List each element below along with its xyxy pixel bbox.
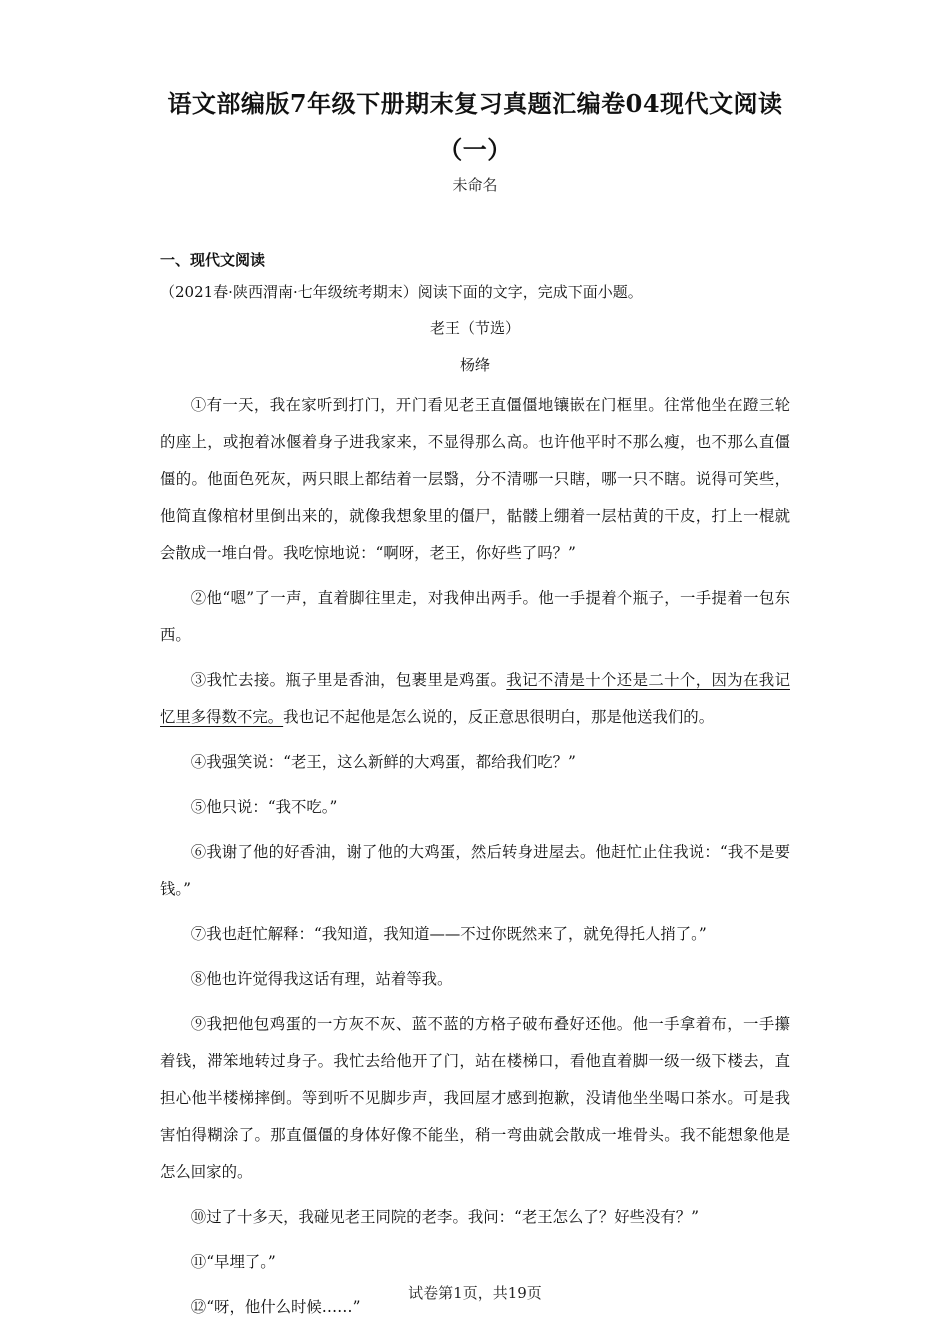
document-title-line2: （一） <box>438 135 512 164</box>
paragraph-9: ⑨我把他包鸡蛋的一方灰不灰、蓝不蓝的方格子破布叠好还他。他一手拿着布，一手攥着钱，滞笨地转过身子。我忙去给他开了门，站在楼梯口，看他直着脚一级一级下楼去，直担心他半楼梯摔倒。等到听不见脚步声，我回屋才感到抱歉，没请他坐坐喝口茶水。可是我害怕得糊涂了。那直僵僵的身体好像不能坐，稍一弯曲就会散成一堆骨头。我不能想象他是怎么回家的。 <box>160 1015 790 1181</box>
paragraph-6: ⑥我谢了他的好香油，谢了他的大鸡蛋，然后转身进屋去。他赶忙止住我说：“我不是要钱。” <box>160 843 790 898</box>
paragraph-12: ⑫“呀，他什么时候……” <box>190 1298 361 1316</box>
paragraph-1: ①有一天，我在家听到打门，开门看见老王直僵僵地镶嵌在门框里。往常他坐在蹬三轮的座上，或抱着冰偃着身子进我家来，不显得那么高。也许他平时不那么瘦，也不那么直僵僵的。他面色死灰，两只眼上都结着一层翳，分不清哪一只瞎，哪一只不瞎。说得可笑些，他简直像棺材里倒出来的，就像我想象里的僵尸，骷髅上绷着一层枯黄的干皮，打上一棍就会散成一堆白骨。我吃惊地说：“啊呀，老王，你好些了吗？” <box>160 396 790 562</box>
section-heading: 一、现代文阅读 <box>160 251 266 269</box>
paragraph-3-end: 我也记不起他是怎么说的，反正意思很明白，那是他送我们的。 <box>283 708 715 726</box>
section-intro: （2021春·陕西渭南·七年级统考期末）阅读下面的文字，完成下面小题。 <box>160 283 643 301</box>
page-footer: 试卷第1页，共19页 <box>408 1284 542 1302</box>
paragraph-7: ⑦我也赶忙解释：“我知道，我知道——不过你既然来了，就免得托人捎了。” <box>190 925 707 943</box>
passage-title: 老王（节选） <box>429 319 520 337</box>
paragraph-5: ⑤他只说：“我不吃。” <box>190 798 338 816</box>
paragraph-3-start: ③我忙去接。瓶子里是香油，包裹里是鸡蛋。 <box>190 671 507 689</box>
paragraph-10: ⑩过了十多天，我碰见老王同院的老李。我问：“老王怎么了？好些没有？” <box>190 1208 700 1226</box>
paragraph-8: ⑧他也许觉得我这话有理，站着等我。 <box>190 970 453 988</box>
underlined-sentence: 我记不清是十个还是二十个，因为在我记忆里多得数不完。 <box>160 671 790 726</box>
document-subtitle: 未命名 <box>452 176 498 194</box>
paragraph-11: ⑪“早埋了。” <box>190 1253 276 1271</box>
passage-body <box>160 387 790 1334</box>
paragraph-4: ④我强笑说：“老王，这么新鲜的大鸡蛋，都给我们吃？” <box>190 753 576 771</box>
paragraph-3 <box>160 662 790 736</box>
paragraph-2: ②他“嗯”了一声，直着脚往里走，对我伸出两手。他一手提着个瓶子，一手提着一包东西。 <box>160 589 790 644</box>
passage-author: 杨绛 <box>459 356 490 374</box>
document-title-line1: 语文部编版7年级下册期末复习真题汇编卷04现代文阅读 <box>167 89 783 118</box>
